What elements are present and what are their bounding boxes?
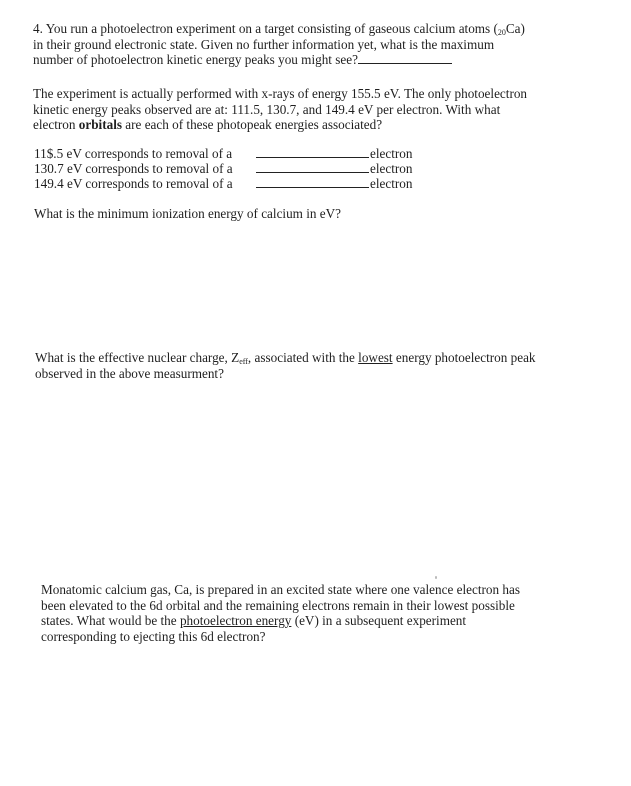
experiment-line-3-prefix: electron <box>33 117 79 132</box>
zeff-line-1-mid: , associated with the <box>247 350 359 365</box>
excited-line-3-prefix: states. What would be the <box>41 613 180 628</box>
answer-row-1-label: 11$.5 eV corresponds to removal of a <box>34 146 233 161</box>
zeff-question <box>35 350 536 381</box>
zeff-line-1 <box>35 350 536 366</box>
scan-speck <box>435 576 437 579</box>
zeff-line-2: observed in the above measurment? <box>35 365 224 381</box>
answer-row-3-label: 149.4 eV corresponds to removal of a <box>34 176 233 191</box>
answer-row-1 <box>34 146 412 161</box>
photoelectron-energy-underlined: photoelectron energy <box>179 613 292 628</box>
experiment-line-3 <box>33 117 527 133</box>
question-4-line-2: in their ground electronic state. Given no further information yet, what is the maximum <box>33 36 495 52</box>
zeff-line-1-prefix: What is the effective nuclear charge, Z <box>35 350 240 365</box>
answer-row-3-blank[interactable] <box>256 177 369 188</box>
atomic-number-subscript: 20 <box>497 28 506 37</box>
element-symbol: Ca) <box>505 21 525 36</box>
excited-line-3 <box>41 613 520 629</box>
question-4-text: 4. You run a photoelectron experiment on a target consisting of gaseous calcium atoms ( <box>33 21 498 36</box>
answer-row-3-suffix: electron <box>370 176 413 191</box>
experiment-line-2: kinetic energy peaks observed are at: 111.5, 130.7, and 149.4 eV per electron. With what <box>33 101 501 117</box>
ionization-question <box>34 206 341 222</box>
lowest-underlined-word: lowest <box>358 350 393 365</box>
experiment-paragraph <box>33 86 527 133</box>
zeff-subscript: eff <box>239 357 248 366</box>
orbitals-bold-word: orbitals <box>78 117 122 132</box>
excited-line-4: corresponding to ejecting this 6d electron? <box>41 628 266 644</box>
question-4 <box>33 21 525 68</box>
experiment-line-3-suffix: are each of these photopeak energies associated? <box>122 117 383 132</box>
answer-row-2-label: 130.7 eV corresponds to removal of a <box>34 161 233 176</box>
zeff-line-1-suffix: energy photoelectron peak <box>392 350 536 365</box>
answer-row-1-blank[interactable] <box>256 147 369 158</box>
max-peaks-answer-blank[interactable] <box>358 52 452 64</box>
excited-line-3-suffix: (eV) in a subsequent experiment <box>291 613 467 628</box>
answer-row-3 <box>34 176 412 191</box>
answer-row-2-blank[interactable] <box>256 162 369 173</box>
excited-line-1: Monatomic calcium gas, Ca, is prepared in an excited state where one valence electron has <box>41 582 520 597</box>
excited-line-2: been elevated to the 6d orbital and the remaining electrons remain in their lowest possible <box>41 597 515 613</box>
ionization-question-text: What is the minimum ionization energy of calcium in eV? <box>34 206 342 221</box>
answer-row-2-suffix: electron <box>370 161 413 176</box>
question-4-line-1 <box>33 21 525 37</box>
question-4-line-3 <box>33 52 525 68</box>
answer-row-1-suffix: electron <box>370 146 413 161</box>
question-4-prompt: number of photoelectron kinetic energy peaks you might see? <box>33 52 358 67</box>
experiment-line-1: The experiment is actually performed with x-rays of energy 155.5 eV. The only photoelectron <box>33 86 528 101</box>
answer-row-2 <box>34 161 412 176</box>
excited-state-question <box>41 582 520 644</box>
